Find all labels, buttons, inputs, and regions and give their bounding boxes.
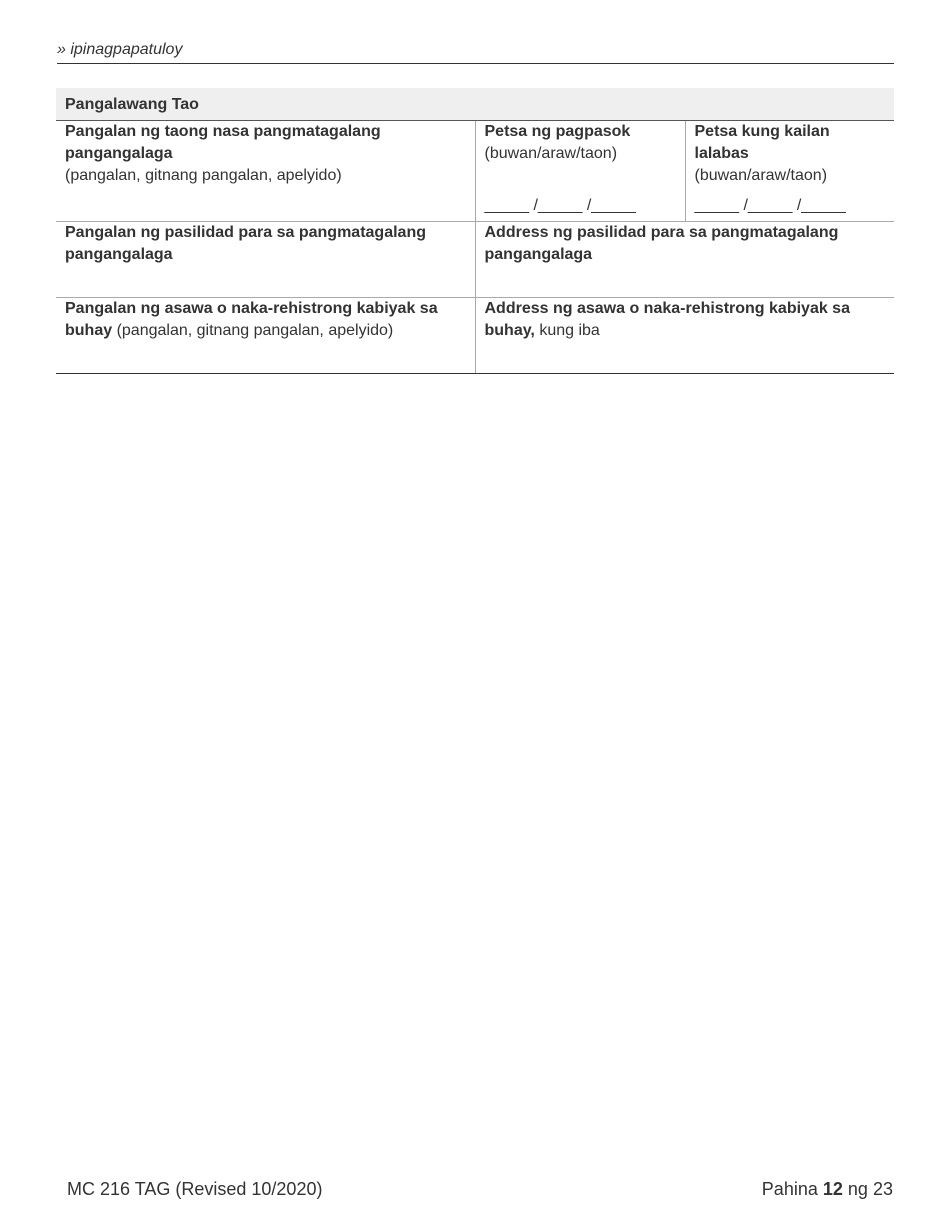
spouse-address-hint: kung iba [539,321,600,339]
spouse-address-field[interactable] [475,297,894,373]
entry-date-blank: _____ /_____ /_____ [484,196,636,214]
exit-date-hint: (buwan/araw/taon) [694,166,828,184]
facility-address-label: Address ng pasilidad para sa pangmatagalang pangangalaga [484,223,839,263]
spouse-name-field[interactable] [56,297,475,373]
entry-date-hint: (buwan/araw/taon) [484,144,618,162]
person-dates-row [56,120,894,221]
exit-date-blank: _____ /_____ /_____ [694,196,846,214]
exit-date-label: Petsa kung kailan lalabas [694,122,830,162]
entry-date-field[interactable] [475,120,685,221]
section-title: Pangalawang Tao [56,88,894,120]
second-person-form-table [56,88,894,374]
facility-address-field[interactable] [475,221,894,297]
spouse-row [56,297,894,373]
person-name-label: Pangalan ng taong nasa pangmatagalang pangangalaga [65,122,381,162]
spouse-name-label: Pangalan ng asawa o naka-rehistrong kabiyak sa buhay [65,299,438,339]
section-header-row [56,88,894,120]
page-number [762,1179,893,1200]
page-prefix: Pahina [761,1179,818,1199]
facility-name-label: Pangalan ng pasilidad para sa pangmatagalang pangangalaga [65,223,426,263]
continued-label: » ipinagpapatuloy [57,40,894,64]
spouse-address-label: Address ng asawa o naka-rehistrong kabiyak sa buhay, [484,299,850,339]
form-id: MC 216 TAG (Revised 10/2020) [67,1179,323,1199]
entry-date-label: Petsa ng pagpasok [484,122,631,140]
person-name-hint: (pangalan, gitnang pangalan, apelyido) [65,166,342,184]
page-mid: ng [847,1179,868,1199]
page-current: 12 [822,1179,843,1199]
facility-name-field[interactable] [56,221,475,297]
spouse-name-hint: (pangalan, gitnang pangalan, apelyido) [116,321,394,339]
exit-date-field[interactable] [685,120,894,221]
page-total: 23 [872,1179,893,1199]
facility-row [56,221,894,297]
person-name-field[interactable] [56,120,475,221]
